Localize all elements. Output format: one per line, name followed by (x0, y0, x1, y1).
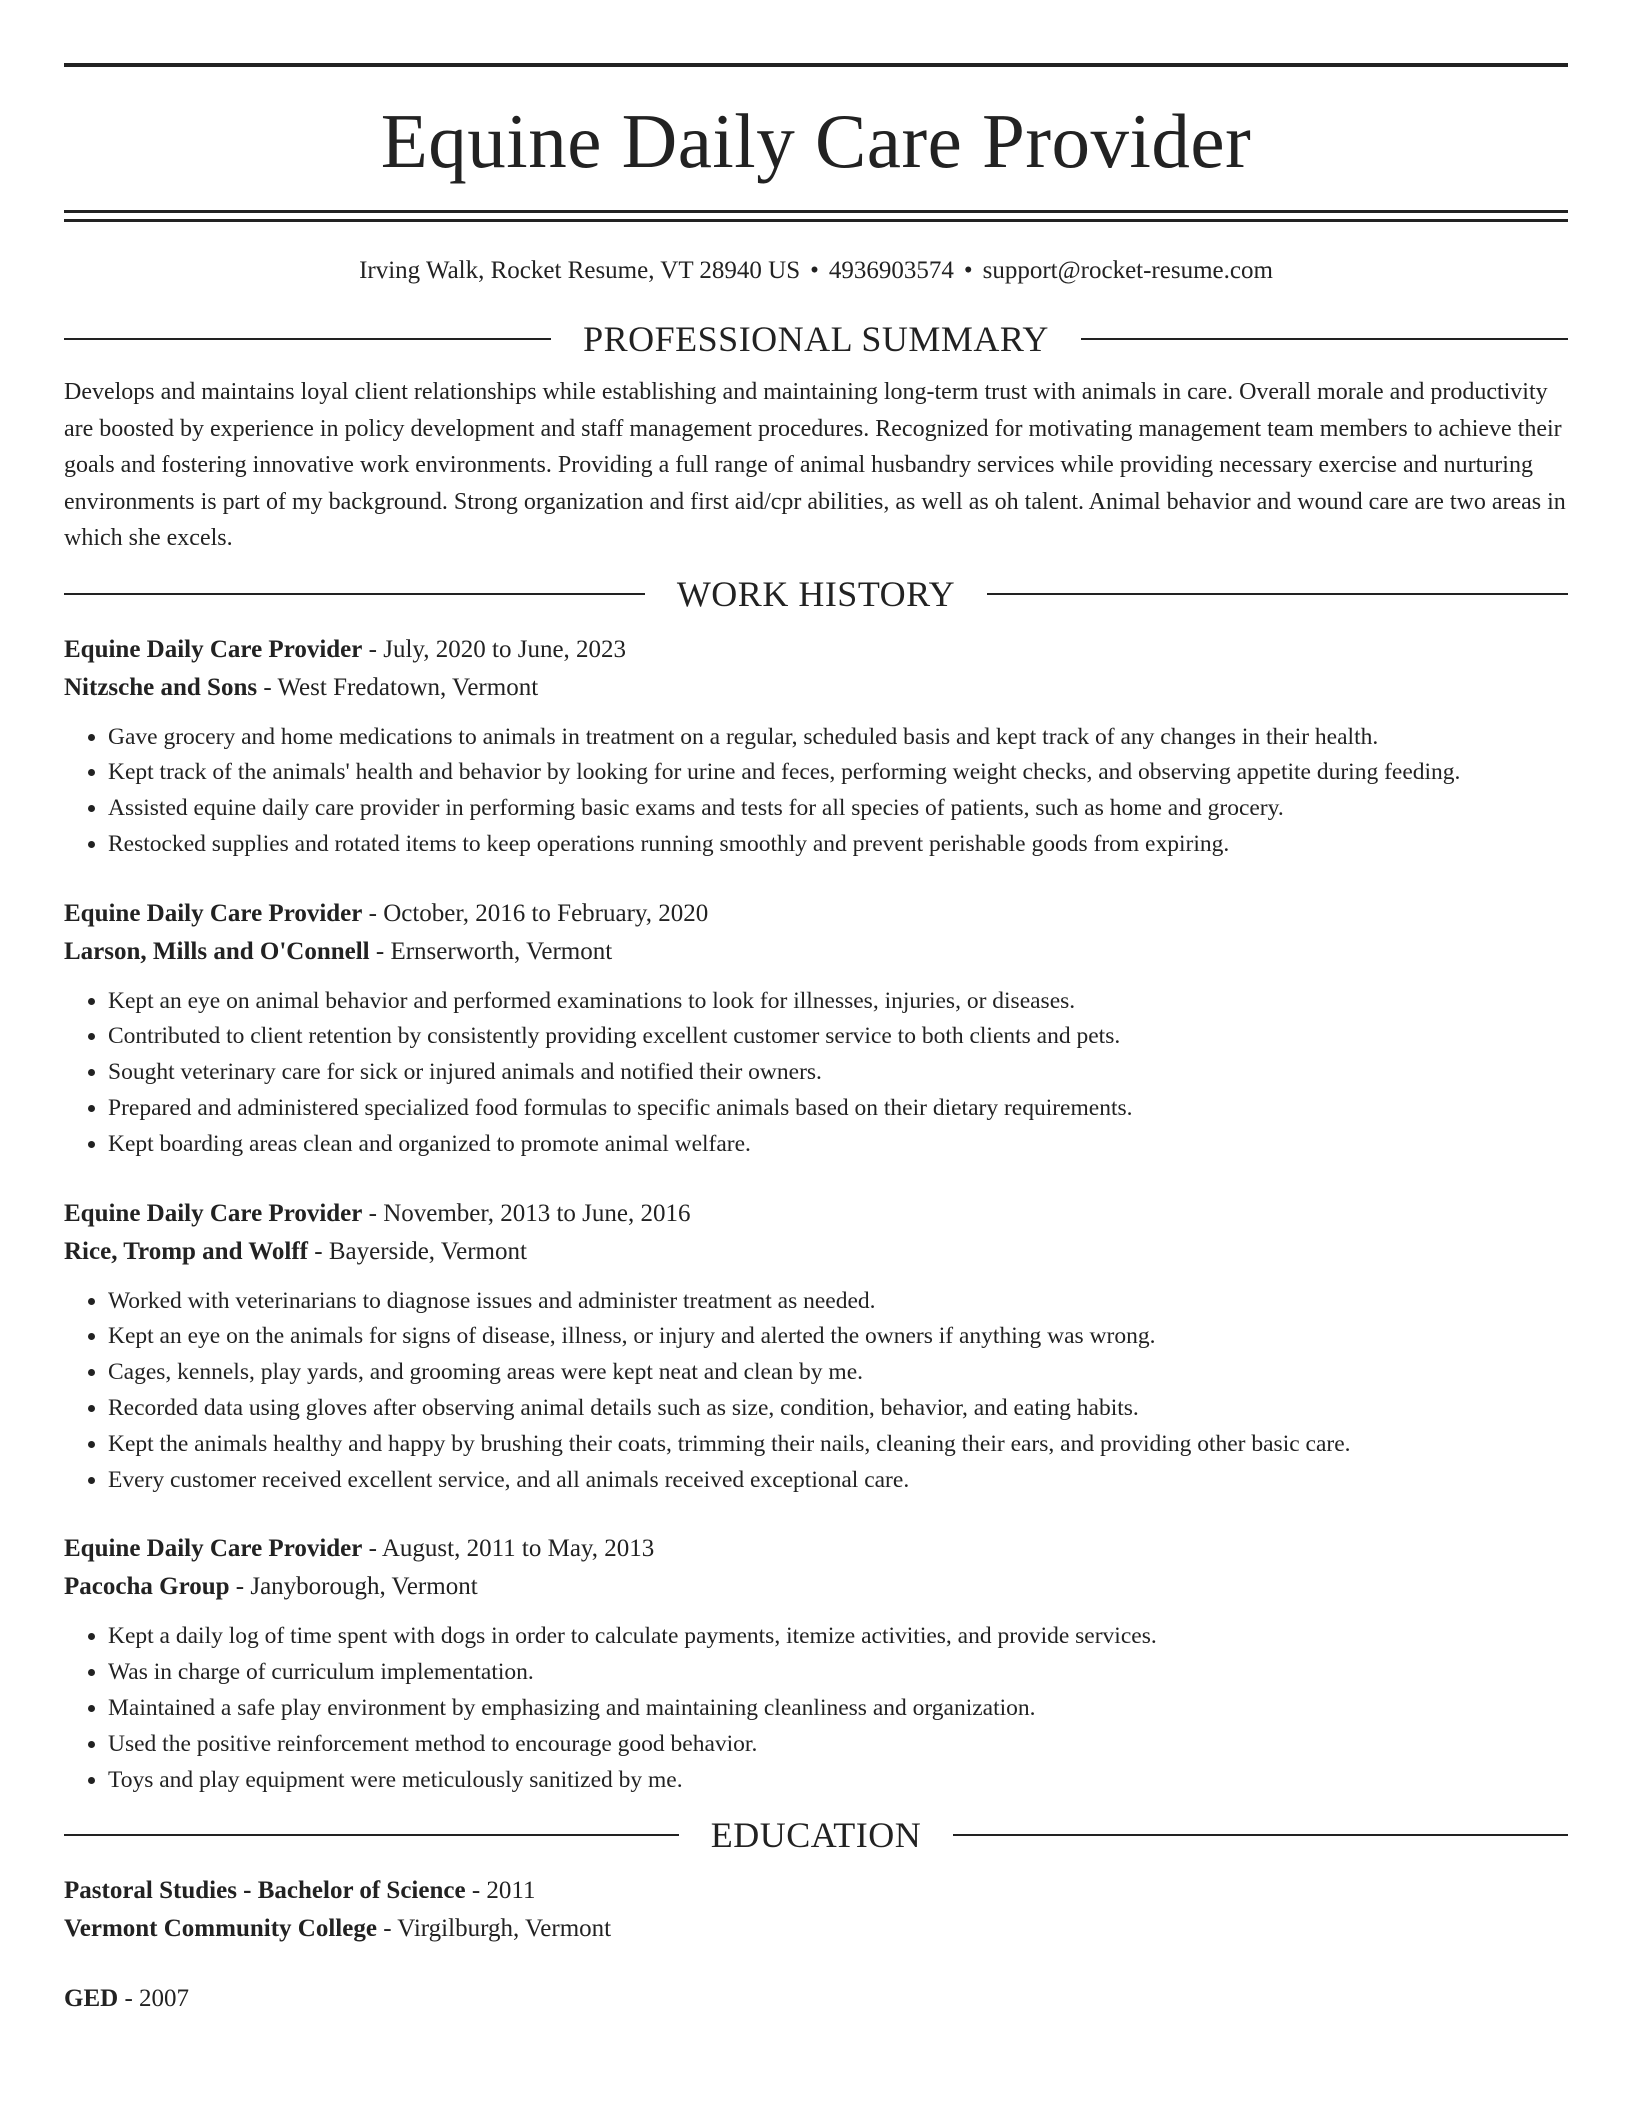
job-company: Rice, Tromp and Wolff (64, 1237, 309, 1265)
job-bullet: • Kept track of the animals' health and behavior by looking for urine and feces, performing weight checks, and observing appetite during feeding. (108, 755, 1568, 791)
job-bullets (64, 1619, 1568, 1798)
job-bullet: • Kept an eye on animal behavior and performed examinations to look for illnesses, injuries, or diseases. (108, 984, 1568, 1020)
summary-text: Develops and maintains loyal client relationships while establishing and maintaining long-term trust with animals in care. Overall morale and productivity are boosted by experience in policy development and staff management procedures. Recognized for motivating management team members to achieve their goals and fostering innovative work environments. Providing a full range of animal husbandry services while providing necessary exercise and nurturing environments is part of my background. Strong organization and first aid/cpr abilities, as well as oh talent. Animal behavior and wound care are two areas in which she excels. (64, 379, 1566, 551)
job-bullet: • Every customer received excellent service, and all animals received exceptional care. (108, 1463, 1568, 1499)
education-location: - Virgilburgh, Vermont (376, 1915, 612, 1943)
job-dates: - August, 2011 to May, 2013 (362, 1535, 655, 1563)
top-rule (64, 63, 1568, 67)
education-degree-line (64, 1872, 1568, 1910)
job-company: Nitzsche and Sons (64, 673, 258, 701)
job-bullet: • Kept an eye on the animals for signs of disease, illness, or injury and alerted the owners if anything was wrong. (108, 1319, 1568, 1355)
job-bullets (64, 984, 1568, 1163)
job-entry (64, 895, 1568, 1163)
job-title: Equine Daily Care Provider (64, 1199, 363, 1227)
education-section-heading (64, 1814, 1568, 1856)
job-bullet: • Recorded data using gloves after observing animal details such as size, condition, behavior, and eating habits. (108, 1391, 1568, 1427)
education-year: - 2007 (118, 1985, 190, 2013)
job-bullet: • Prepared and administered specialized food formulas to specific animals based on their dietary requirements. (108, 1091, 1568, 1127)
job-bullet: • Kept a daily log of time spent with dogs in order to calculate payments, itemize activities, and provide services. (108, 1619, 1568, 1655)
heading-rule-left (64, 338, 551, 340)
job-bullet: • Cages, kennels, play yards, and grooming areas were kept neat and clean by me. (108, 1355, 1568, 1391)
job-entry (64, 1530, 1568, 1798)
education-degree: GED (64, 1985, 119, 2013)
job-location: - Ernserworth, Vermont (369, 937, 613, 965)
job-company-line (64, 933, 1568, 971)
summary-section-heading (64, 318, 1568, 360)
job-title: Equine Daily Care Provider (64, 635, 363, 663)
job-entry (64, 1195, 1568, 1499)
job-dates: - November, 2013 to June, 2016 (362, 1199, 691, 1227)
contact-line (64, 256, 1568, 286)
summary-heading: PROFESSIONAL SUMMARY (583, 319, 1049, 359)
education-entry (64, 1872, 1568, 1948)
job-bullet: • Toys and play equipment were meticulously sanitized by me. (108, 1763, 1568, 1799)
work-heading: WORK HISTORY (676, 573, 956, 614)
job-bullet: • Was in charge of curriculum implementation. (108, 1655, 1568, 1691)
job-title: Equine Daily Care Provider (64, 1535, 363, 1563)
job-bullet: • Gave grocery and home medications to animals in treatment on a regular, scheduled basis and kept track of any changes in their health. (108, 720, 1568, 756)
job-bullet: • Kept the animals healthy and happy by brushing their coats, trimming their nails, cleaning their ears, and providing other basic care. (108, 1427, 1568, 1463)
job-location: - Janyborough, Vermont (229, 1573, 478, 1601)
education-school: Vermont Community College (64, 1915, 377, 1943)
contact-email: support@rocket-resume.com (982, 257, 1273, 284)
heading-rule-right (953, 1834, 1568, 1836)
heading-rule-left (64, 593, 645, 595)
job-location: - West Fredatown, Vermont (257, 673, 539, 701)
job-title: Equine Daily Care Provider (64, 899, 363, 927)
contact-separator: • (810, 257, 819, 284)
job-title-line (64, 631, 1568, 669)
job-dates: - July, 2020 to June, 2023 (362, 635, 627, 663)
job-entry (64, 631, 1568, 863)
job-company: Pacocha Group (64, 1573, 230, 1601)
double-rule (64, 210, 1568, 222)
work-section-heading (64, 573, 1568, 615)
job-bullet: • Contributed to client retention by consistently providing excellent customer service to both clients and pets. (108, 1019, 1568, 1055)
job-title-line (64, 1530, 1568, 1568)
heading-rule-left (64, 1834, 679, 1836)
job-company: Larson, Mills and O'Connell (64, 937, 370, 965)
contact-phone: 4936903574 (828, 257, 954, 284)
job-bullet: • Restocked supplies and rotated items to keep operations running smoothly and prevent perishable goods from expiring. (108, 827, 1568, 863)
job-bullet: • Kept boarding areas clean and organized to promote animal welfare. (108, 1127, 1568, 1163)
job-bullet: • Maintained a safe play environment by emphasizing and maintaining cleanliness and organization. (108, 1691, 1568, 1727)
job-location: - Bayerside, Vermont (308, 1237, 527, 1265)
heading-rule-right (1081, 338, 1568, 340)
job-company-line (64, 1568, 1568, 1606)
contact-address: Irving Walk, Rocket Resume, VT 28940 US (359, 257, 801, 284)
education-degree-line (64, 1980, 1568, 2018)
job-bullet: • Used the positive reinforcement method to encourage good behavior. (108, 1727, 1568, 1763)
job-bullet: • Assisted equine daily care provider in performing basic exams and tests for all species of patients, such as home and grocery. (108, 791, 1568, 827)
candidate-name: Equine Daily Care Provider (380, 98, 1252, 184)
job-title-line (64, 1195, 1568, 1233)
education-degree: Pastoral Studies - Bachelor of Science (64, 1877, 466, 1905)
education-year: - 2011 (465, 1877, 536, 1905)
heading-rule-right (987, 593, 1568, 595)
education-entry (64, 1980, 1568, 2018)
job-bullet: • Sought veterinary care for sick or injured animals and notified their owners. (108, 1055, 1568, 1091)
education-school-line (64, 1910, 1568, 1948)
job-title-line (64, 895, 1568, 933)
education-heading: EDUCATION (710, 1815, 922, 1856)
job-bullet: • Worked with veterinarians to diagnose issues and administer treatment as needed. (108, 1284, 1568, 1320)
job-bullets (64, 1284, 1568, 1499)
job-dates: - October, 2016 to February, 2020 (362, 899, 709, 927)
job-bullets (64, 720, 1568, 863)
job-company-line (64, 1233, 1568, 1271)
job-company-line (64, 669, 1568, 707)
contact-separator: • (963, 257, 973, 284)
